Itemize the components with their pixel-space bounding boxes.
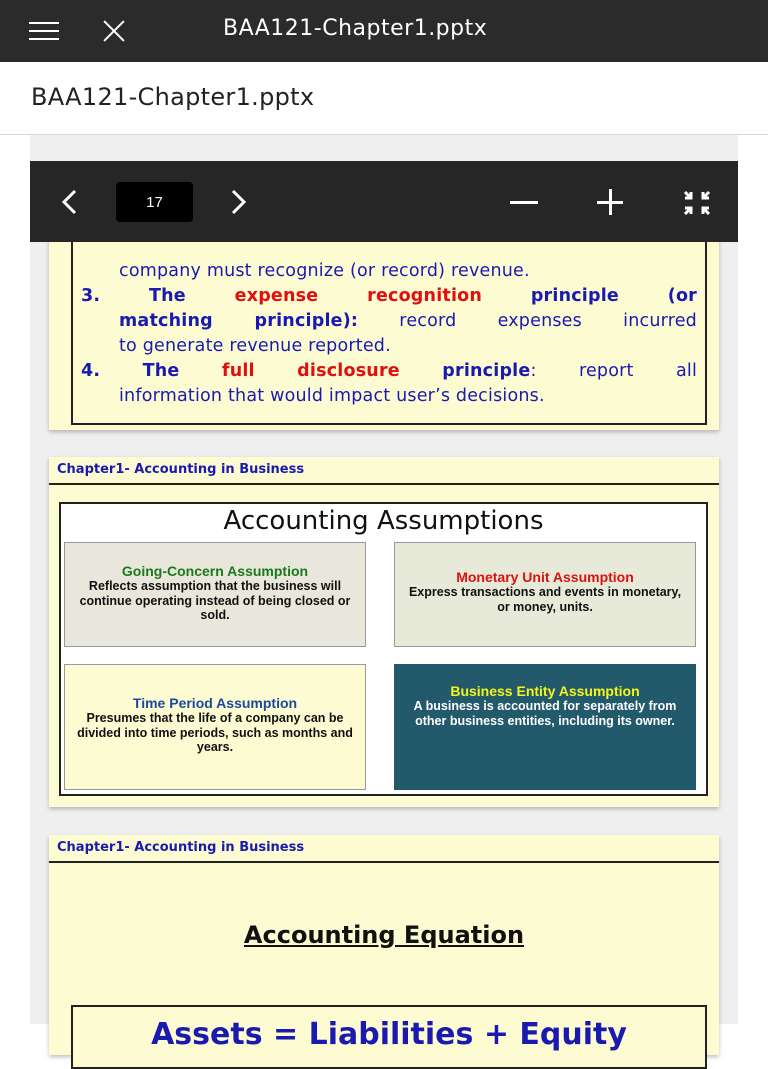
exit-fullscreen-icon — [681, 189, 713, 217]
minus-icon — [510, 201, 538, 204]
slide-toolbar — [30, 161, 738, 242]
principles-text — [81, 259, 697, 409]
principle-4-line1: 4. The full disclosure principle: report all — [81, 361, 698, 381]
equation-title: Accounting Equation — [243, 921, 525, 949]
document-header — [0, 62, 768, 135]
hamburger-menu-icon[interactable] — [29, 20, 61, 42]
next-page-button[interactable] — [226, 187, 250, 217]
card-title: Time Period Assumption — [132, 695, 298, 711]
assumptions-box — [59, 502, 708, 796]
card-description: Express transactions and events in monetary, or money, units. — [408, 585, 682, 614]
principle-4-line2: information that would impact user’s decisions. — [119, 386, 545, 406]
business-entity-card — [394, 664, 696, 790]
slide-viewer[interactable] — [30, 135, 738, 1052]
principle-3-line1: 3. The expense recognition principle (or — [81, 286, 698, 306]
time-period-card — [64, 664, 366, 790]
card-description: Presumes that the life of a company can be divided into time periods, such as months and years. — [77, 711, 353, 754]
card-description: A business is accounted for separately from other business entities, including its owner. — [413, 699, 677, 728]
equation-text: Assets = Liabilities + Equity — [151, 1017, 627, 1052]
principle-3-line2: matching principle): record expenses incurred — [119, 311, 697, 331]
zoom-in-button[interactable] — [596, 187, 626, 217]
app-bar — [0, 0, 768, 62]
monetary-unit-card — [394, 542, 696, 647]
card-title: Business Entity Assumption — [450, 683, 640, 699]
app-bar-title: BAA121-Chapter1.pptx — [223, 16, 488, 41]
equation-box — [71, 1005, 707, 1069]
chevron-right-icon — [226, 187, 250, 217]
heading-divider — [49, 861, 719, 863]
chevron-left-icon — [58, 187, 82, 217]
slide-heading: Chapter1- Accounting in Business — [57, 462, 305, 477]
assumptions-title: Accounting Assumptions — [223, 506, 544, 536]
slide-accounting-equation — [49, 835, 719, 1055]
slide-heading: Chapter1- Accounting in Business — [57, 840, 305, 855]
card-title: Monetary Unit Assumption — [456, 569, 634, 585]
heading-divider — [49, 483, 719, 485]
zoom-out-button[interactable] — [508, 187, 540, 217]
document-title: BAA121-Chapter1.pptx — [31, 83, 315, 111]
principle-2-continuation: company must recognize (or record) revenue. — [119, 261, 530, 281]
card-title: Going-Concern Assumption — [121, 563, 309, 579]
card-description: Reflects assumption that the business will continue operating instead of being closed or sold. — [79, 579, 351, 622]
close-icon[interactable] — [99, 17, 129, 47]
previous-page-button[interactable] — [58, 187, 82, 217]
principle-3-line3: to generate revenue reported. — [119, 336, 391, 356]
page-number-input[interactable] — [116, 182, 193, 222]
exit-fullscreen-button[interactable] — [681, 189, 713, 217]
slide-accounting-assumptions — [49, 457, 719, 807]
going-concern-card — [64, 542, 366, 647]
